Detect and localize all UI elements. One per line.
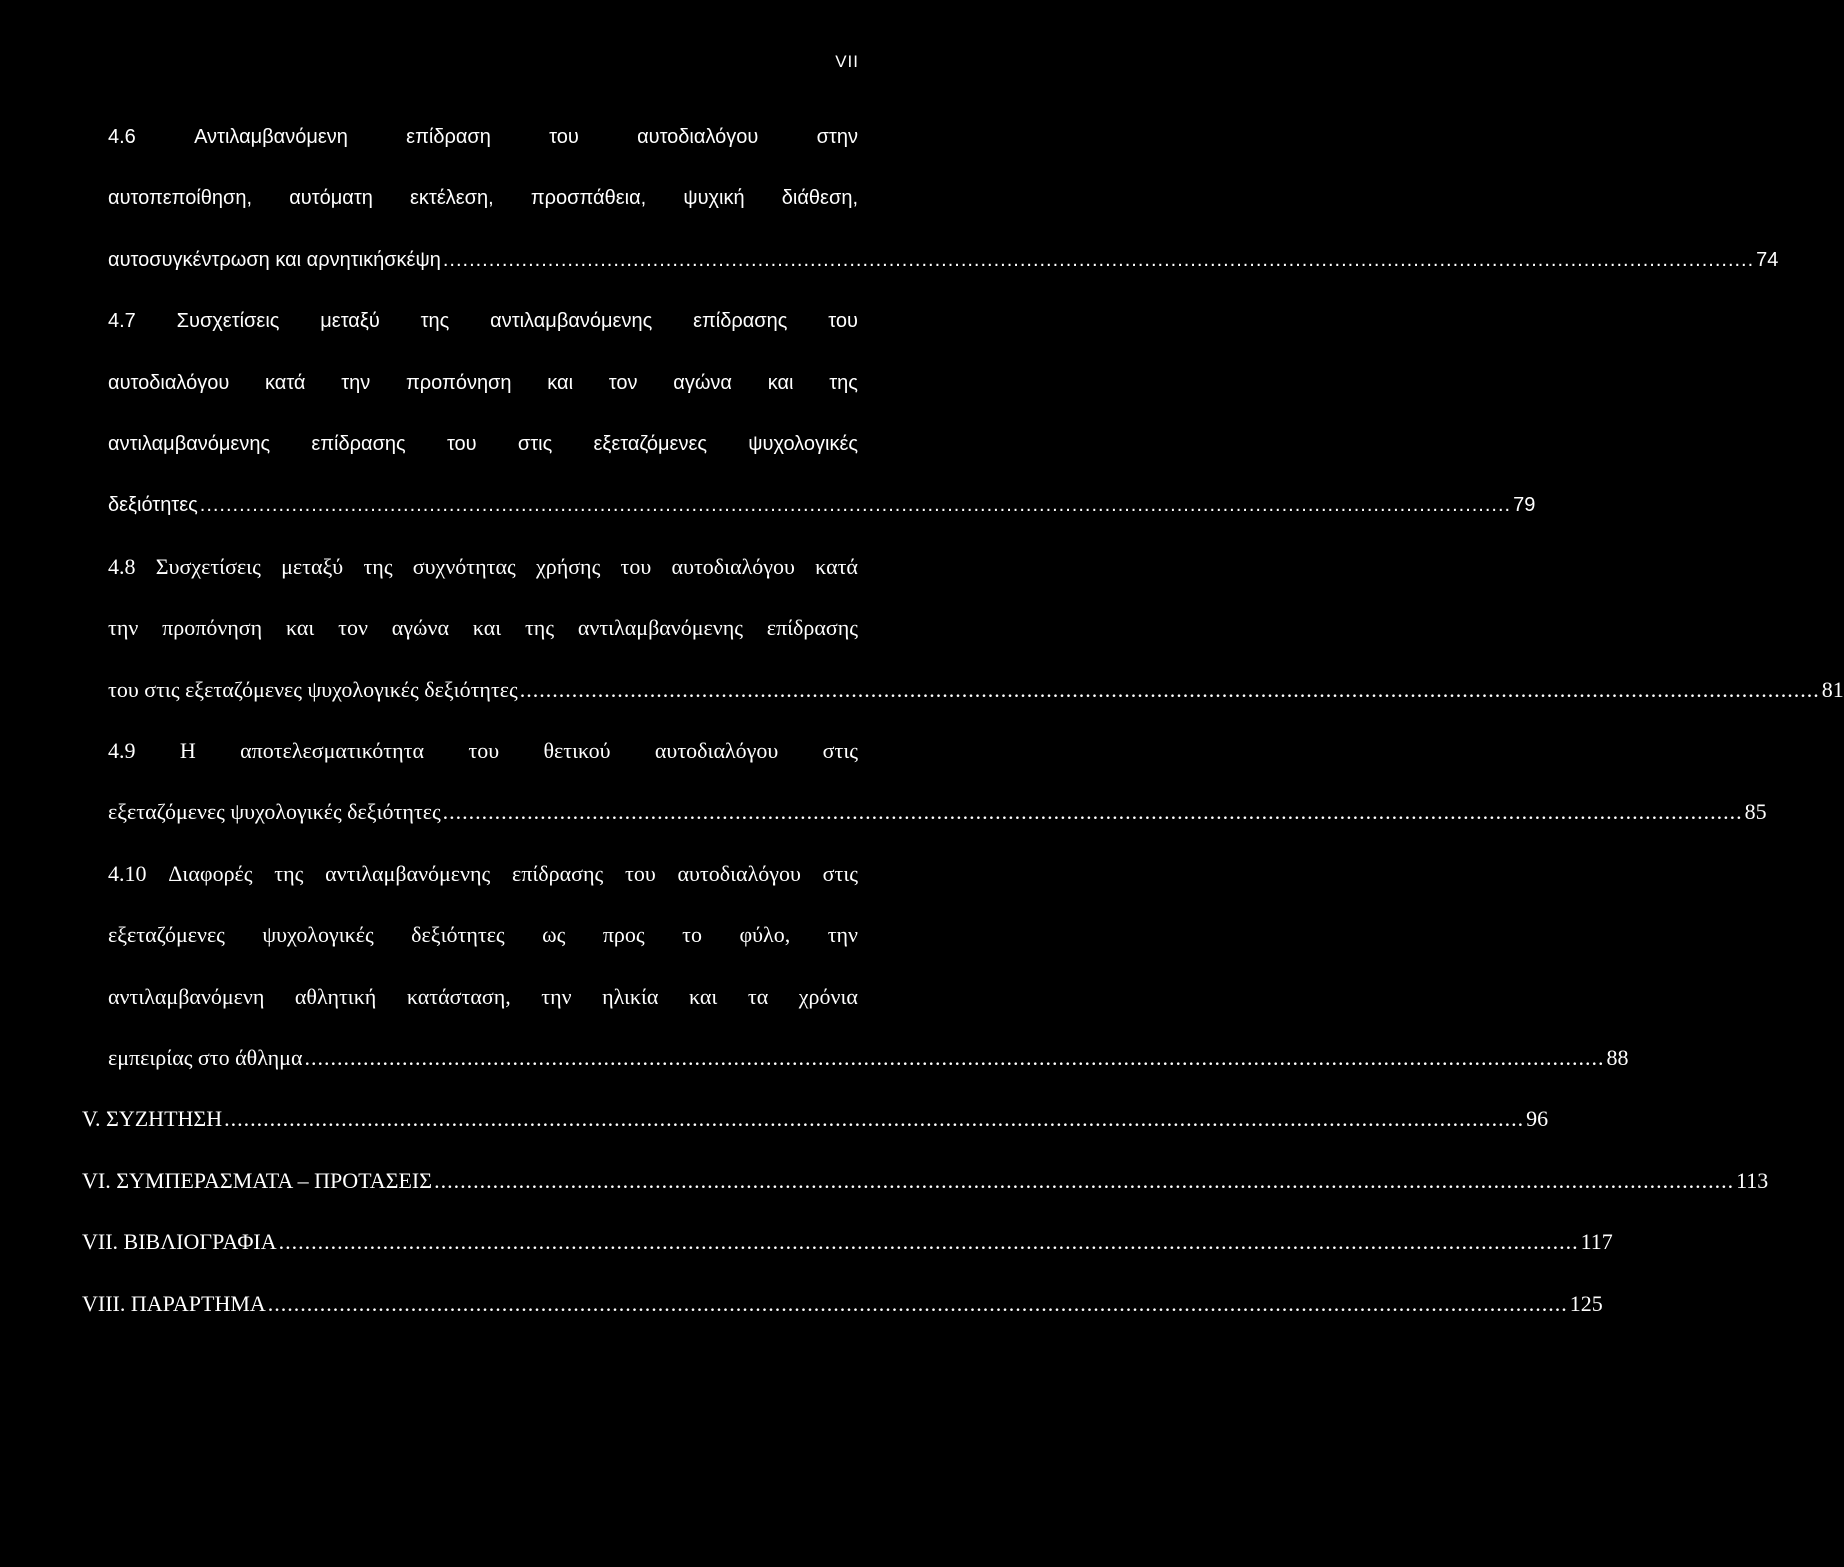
toc-word: τον [608, 372, 638, 394]
toc-word: ως [542, 922, 566, 947]
toc-entry-1 [108, 240, 1779, 280]
toc-entry-4 [108, 792, 1767, 832]
toc-word: και [547, 372, 574, 394]
toc-word: του [446, 433, 477, 455]
toc-entry-line [108, 731, 858, 771]
dot-leader: ........................................................................................................................................................................................................ [224, 1106, 1525, 1131]
dot-leader: ........................................................................................................................................................................................................ [434, 1168, 1735, 1193]
toc-entry-line [108, 547, 858, 587]
toc-word: της [829, 372, 858, 394]
toc-word: του [625, 861, 656, 886]
toc-entry-text: VI. ΣΥΜΠΕΡΑΣΜΑΤΑ – ΠΡΟΤΑΣΕΙΣ [82, 1168, 433, 1193]
toc-entry-text: δεξιότητες [108, 494, 198, 516]
toc-word: αντιλαμβανόμενης [577, 615, 743, 640]
toc-word: της [524, 615, 555, 640]
toc-entry-5 [108, 1038, 1629, 1078]
toc-word: προπόνηση [162, 615, 263, 640]
toc-page-number: 81 [1821, 677, 1844, 702]
toc-chapter-4 [82, 1284, 1603, 1324]
toc-word: αντιλαμβανόμενη [108, 984, 265, 1009]
toc-word: της [363, 554, 393, 579]
toc-word: αυτοπεποίθηση, [108, 187, 253, 209]
toc-word: αυτοδιαλόγου [671, 554, 795, 579]
toc-word: προπόνηση [406, 372, 512, 394]
toc-word: Η [179, 738, 196, 763]
toc-page-number: 88 [1606, 1045, 1629, 1070]
toc-word: φύλο, [739, 922, 791, 947]
toc-page-number: 96 [1526, 1106, 1549, 1131]
toc-page-number: 85 [1744, 799, 1767, 824]
toc-word: στην [816, 126, 858, 148]
toc-page-number: 113 [1736, 1168, 1769, 1193]
toc-word: ψυχολογικές [748, 433, 858, 455]
toc-word: Συσχετίσεις [176, 310, 280, 332]
toc-word: 4.6 [108, 126, 136, 148]
toc-word: 4.7 [108, 310, 136, 332]
toc-word: αντιλαμβανόμενης [108, 433, 271, 455]
toc-word: αγώνα [391, 615, 449, 640]
toc-chapter-2 [82, 1161, 1769, 1201]
toc-entry-text: αυτοσυγκέντρωση και αρνητικήσκέψη [108, 249, 441, 271]
toc-word: εξεταζόμενες [108, 922, 225, 947]
toc-entry-2 [108, 485, 1536, 525]
toc-word: αθλητική [294, 984, 377, 1009]
toc-word: χρόνια [798, 984, 858, 1009]
toc-word: εξεταζόμενες [593, 433, 708, 455]
toc-word: ψυχική [683, 187, 745, 209]
toc-word: διάθεση, [781, 187, 858, 209]
toc-word: επίδρασης [311, 433, 406, 455]
toc-word: του [468, 738, 500, 763]
toc-word: του [828, 310, 858, 332]
dot-leader: ........................................................................................................................................................................................................ [304, 1045, 1605, 1070]
toc-entry-line [108, 363, 858, 403]
toc-word: την [341, 372, 371, 394]
toc-word: την [108, 615, 139, 640]
toc-word: ψυχολογικές [262, 922, 374, 947]
dot-leader: ........................................................................................................................................................................................................ [199, 494, 1512, 516]
toc-word: την [827, 922, 858, 947]
toc-word: την [541, 984, 572, 1009]
toc-entry-line [108, 977, 858, 1017]
toc-word: αυτοδιαλόγου [677, 861, 801, 886]
toc-word: στις [822, 861, 858, 886]
toc-word: αυτοδιαλόγου [637, 126, 759, 148]
dot-leader: ........................................................................................................................................................................................................ [442, 799, 1743, 824]
toc-word: αποτελεσματικότητα [240, 738, 425, 763]
toc-word: αντιλαμβανόμενης [490, 310, 653, 332]
toc-chapter-3 [82, 1222, 1613, 1262]
toc-word: Αντιλαμβανόμενη [194, 126, 348, 148]
toc-word: αυτοδιαλόγου [108, 372, 230, 394]
toc-word: αυτόματη [289, 187, 373, 209]
toc-word: αντιλαμβανόμενης [325, 861, 491, 886]
toc-page-number: 117 [1580, 1229, 1613, 1254]
toc-word: συχνότητας [412, 554, 516, 579]
toc-word: 4.10 [108, 861, 147, 886]
toc-entry-line [108, 608, 858, 648]
toc-entry-line [108, 854, 858, 894]
page-number: VII [835, 52, 859, 71]
toc-entry-line [108, 424, 858, 464]
toc-word: δεξιότητες [411, 922, 505, 947]
toc-word: προς [602, 922, 645, 947]
toc-word: επίδρασης [512, 861, 604, 886]
toc-entry-line [108, 915, 858, 955]
toc-word: της [274, 861, 304, 886]
toc-chapter-1 [82, 1099, 1549, 1139]
toc-entry-text: VII. ΒΙΒΛΙΟΓΡΑΦΙΑ [82, 1229, 277, 1254]
toc-word: χρήσης [535, 554, 601, 579]
toc-word: εκτέλεση, [410, 187, 494, 209]
toc-word: και [688, 984, 718, 1009]
toc-word: και [472, 615, 502, 640]
toc-page-number: 125 [1569, 1291, 1603, 1316]
toc-word: κατά [265, 372, 306, 394]
toc-word: θετικού [543, 738, 611, 763]
toc-word: αγώνα [673, 372, 732, 394]
toc-entry-line [108, 117, 858, 157]
toc-word: Συσχετίσεις [155, 554, 261, 579]
toc-entry-text: εξεταζόμενες ψυχολογικές δεξιότητες [108, 799, 441, 824]
toc-word: επίδραση [406, 126, 491, 148]
dot-leader: ........................................................................................................................................................................................................ [278, 1229, 1579, 1254]
toc-word: ηλικία [602, 984, 659, 1009]
toc-word: της [420, 310, 450, 332]
toc-entry-text: εμπειρίας στο άθλημα [108, 1045, 303, 1070]
toc-entry-text: του στις εξεταζόμενες ψυχολογικές δεξιότητες [108, 677, 518, 702]
toc-word: επίδρασης [766, 615, 858, 640]
toc-word: 4.8 [108, 554, 136, 579]
toc-word: Διαφορές [168, 861, 253, 886]
toc-entry-line [108, 301, 858, 341]
dot-leader: ........................................................................................................................................................................................................ [267, 1291, 1568, 1316]
toc-word: τον [338, 615, 368, 640]
toc-word: στις [517, 433, 553, 455]
toc-word: το [682, 922, 702, 947]
toc-word: κατάσταση, [406, 984, 511, 1009]
toc-word: τα [747, 984, 769, 1009]
toc-word: στις [822, 738, 858, 763]
dot-leader: ........................................................................................................................................................................................................ [442, 249, 1755, 271]
dot-leader: ........................................................................................................................................................................................................ [519, 677, 1820, 702]
toc-word: 4.9 [108, 738, 136, 763]
toc-word: αυτοδιαλόγου [654, 738, 779, 763]
toc-word: προσπάθεια, [530, 187, 647, 209]
toc-word: μεταξύ [281, 554, 344, 579]
toc-word: και [285, 615, 315, 640]
toc-entry-line [108, 178, 858, 218]
toc-page-number: 74 [1756, 249, 1779, 271]
toc-entry-text: V. ΣΥΖΗΤΗΣΗ [82, 1106, 223, 1131]
toc-entry-3 [108, 670, 1844, 710]
toc-word: μεταξύ [320, 310, 380, 332]
toc-word: κατά [815, 554, 858, 579]
toc-word: του [620, 554, 652, 579]
toc-word: και [767, 372, 794, 394]
toc-word: επίδρασης [693, 310, 788, 332]
toc-word: του [549, 126, 579, 148]
toc-entry-text: VIII. ΠΑΡΑΡΤΗΜΑ [82, 1291, 266, 1316]
toc-page-number: 79 [1513, 494, 1536, 516]
